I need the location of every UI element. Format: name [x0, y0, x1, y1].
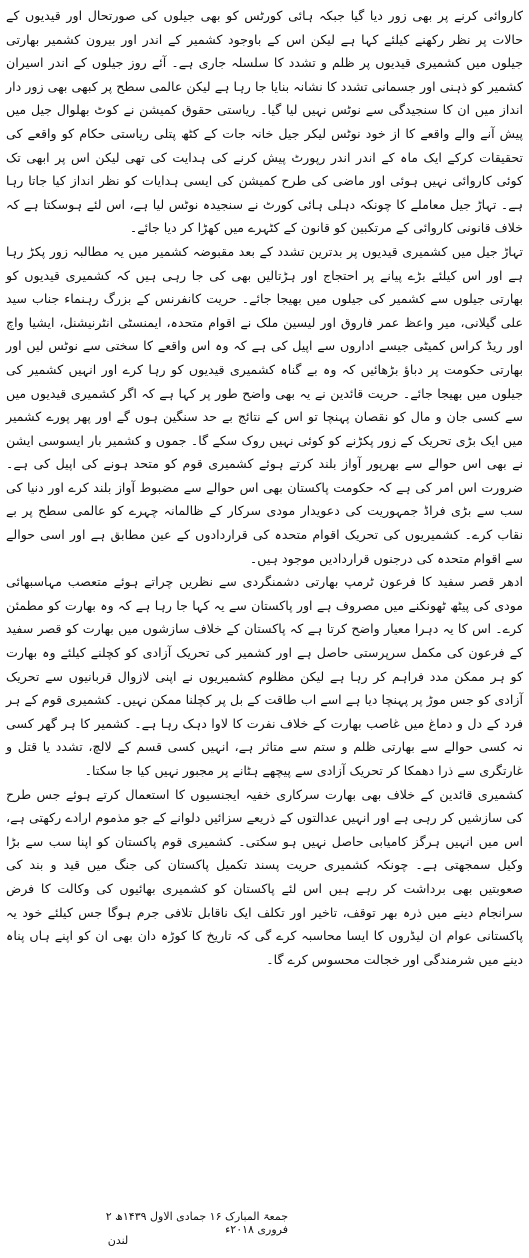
article-paragraph: ادھر قصر سفید کا فرعون ٹرمپ بھارتی دشمنگردی سے نظریں چراتے ہوئے متعصب مہاسبھائی مودی کی پیٹھ ٹھونکنے میں مصروف ہے اور پاکستان سے یہ کہا جا رہا ہے کہ وہ بھارت کو مطمئن کرے۔ اس کا یہ دہرا معیار واضح کرتا ہے کہ پاکستان کے خلاف سازشوں میں بھارت کو قصر سفید کے فرعون کی مکمل سرپرستی حاصل ہے اور کشمیر کی تحریک آزادی کو کچلنے کیلئے وہ بھارت کو ہر ممکن مدد فراہم کر رہا ہے لیکن مظلوم کشمیریوں نے اپنی لازوال قربانیوں سے تحریک آزادی کو جس موڑ پر پہنچا دیا ہے اسے اب طاقت کے بل پر کچلنا ممکن نہیں۔ کشمیری قوم کے ہر فرد کے دل و دماغ میں غاصب بھارت کے خلاف نفرت کا لاوا دہک رہا ہے۔ کشمیر کا ہر گھر کسی نہ کسی حوالے سے بھارتی ظلم و ستم سے متاثر ہے، انہیں کسی قسم کے لالچ، تشدد یا قتل و غارتگری سے ذرا دھمکا کر تحریک آزادی سے پیچھے ہٹانے پر مجبور نہیں کیا جا سکتا۔: [6, 574, 523, 778]
signature-date: جمعۃ المبارک ۱۶ جمادی الاول ۱۴۳۹ھ ۲ فروری ۲۰۱۸ء: [105, 1210, 288, 1236]
article-paragraph: کاروائی کرنے پر بھی زور دیا گیا جبکہ ہائی کورٹس کو بھی جیلوں کی صورتحال اور قیدیوں کے حالات پر نظر رکھنے کیلئے کہا ہے لیکن اس کے باوجود کشمیر کے اندر اور بیرون کشمیر بھارتی جیلوں میں کشمیری قیدیوں پر ظلم و تشدد کا سلسلہ جاری ہے۔ آئے روز جیلوں کے اندر اسیران کشمیر کو ذہنی اور جسمانی تشدد کا نشانہ بنایا جا رہا ہے لیکن عالمی سطح پر کبھی بھی زور دار انداز میں ان کا سنجیدگی سے نوٹس نہیں لیا گیا۔ ریاستی حقوق کمیشن نے کوٹ بھلوال جیل میں پیش آنے والے واقعے کا از خود نوٹس لیکر جیل خانہ جات کے کٹھ پتلی ریاستی حکام کو واقعے کی تحقیقات کرکے ایک ماہ کے اندر اندر رپورٹ پیش کرنے کی ہدایت کی تھی لیکن اس پر ابھی تک کوئی کاروائی نہیں ہوئی اور ماضی کی طرح کمیشن کی ایسی ہدایات کو نظر انداز کیا جاتا رہا ہے۔ تہاڑ جیل معاملے کا چونکہ دہلی ہائی کورٹ نے سنجیدہ نوٹس لیا ہے، اس لئے ہوسکتا ہے کہ خلاف قانونی کاروائی کے مرتکبین کو قانون کے کٹہرے میں کھڑا کر دیا جائے۔: [6, 8, 523, 236]
article-paragraph: کشمیری قائدین کے خلاف بھی بھارت سرکاری خفیہ ایجنسیوں کا استعمال کرتے ہوئے جس طرح کی سازشیں کر رہی ہے اور انہیں عدالتوں کے ذریعے سزائیں دلوانے کے جو مذموم ارادے رکھتی ہے، اس میں انہیں ہرگز کامیابی حاصل نہیں ہو سکتی۔ کشمیری قوم پاکستان کو اپنا سب سے بڑا وکیل سمجھتی ہے۔ چونکہ کشمیری حریت پسند تکمیل پاکستان کی جنگ میں قید و بند کی صعوبتیں بھی برداشت کر رہے ہیں اس لئے پاکستان کو کشمیری بھائیوں کی وکالت کا فرض سرانجام دینے میں ذرہ بھر توقف، تاخیر اور تکلف ایک ناقابل تلافی جرم ہوگا جس کیلئے خود یہ پاکستانی عوام ان لیڈروں کا ایسا محاسبہ کرے گی کہ تاریخ کا کوڑہ دان بھی ان کو اپنے ہاں پناہ دینے میں شرمندگی اور خجالت محسوس کرے گا۔: [6, 786, 523, 967]
signature-place: لندن: [107, 1234, 129, 1247]
article-paragraph: تہاڑ جیل میں کشمیری قیدیوں پر بدترین تشدد کے بعد مقبوضہ کشمیر میں یہ مطالبہ زور پکڑ رہا ہے اور اس کیلئے بڑے پیانے پر احتجاج اور ہڑتالیں بھی کی جا رہی ہیں کہ کشمیری قیدیوں کو بھارتی جیلوں سے کشمیر کی جیلوں میں بھیجا جائے۔ حریت کانفرنس کے بزرگ رہنماء جناب سید علی گیلانی، میر واعظ عمر فاروق اور لیسین ملک نے اقوام متحدہ، ایمنسٹی انٹرنیشنل، ایشیا واچ اور ریڈ کراس کمیٹی جیسے اداروں سے اپیل کی ہے کہ وہ اس واقعے کا سختی سے نوٹس لیں اور بھارتی حکومت پر دباؤ بڑھائیں کہ وہ بے گناہ کشمیری قیدیوں کو رہا کرے اور انہیں کشمیر کی جیلوں میں بھیجا جائے۔ حریت قائدین نے یہ بھی واضح طور پر کہا ہے کہ اگر کشمیری قیدیوں میں سے کسی جان و مال کو نقصان پہنچا تو اس کے نتائج بے حد سنگین ہوں گے اور پھر پورے کشمیر میں ایک بڑی تحریک کے زور پکڑنے کو کوئی نہیں روک سکے گا۔ جموں و کشمیر بار ایسوسی ایشن نے بھی اس حوالے سے بھرپور آواز بلند کرتے ہوئے کشمیری قوم کو متحد ہونے کی اپیل کی ہے۔ ضرورت اس امر کی ہے کہ حکومت پاکستان بھی اس حوالے سے مضبوط آواز بلند کرے اور دنیا کی سب سے بڑی فراڈ جمہوریت کی دعویدار مودی سرکار کے ظالمانہ چہرے کو عالمی سطح پر بے نقاب کرے۔ کشمیریوں کی تحریک اقوام متحدہ کی قراردادوں کے عین مطابق ہے اور اسی حوالے سے اقوام متحدہ کی درجنوں قراردادیں موجود ہیں۔: [6, 243, 523, 566]
article-body: [6, 4, 523, 1254]
